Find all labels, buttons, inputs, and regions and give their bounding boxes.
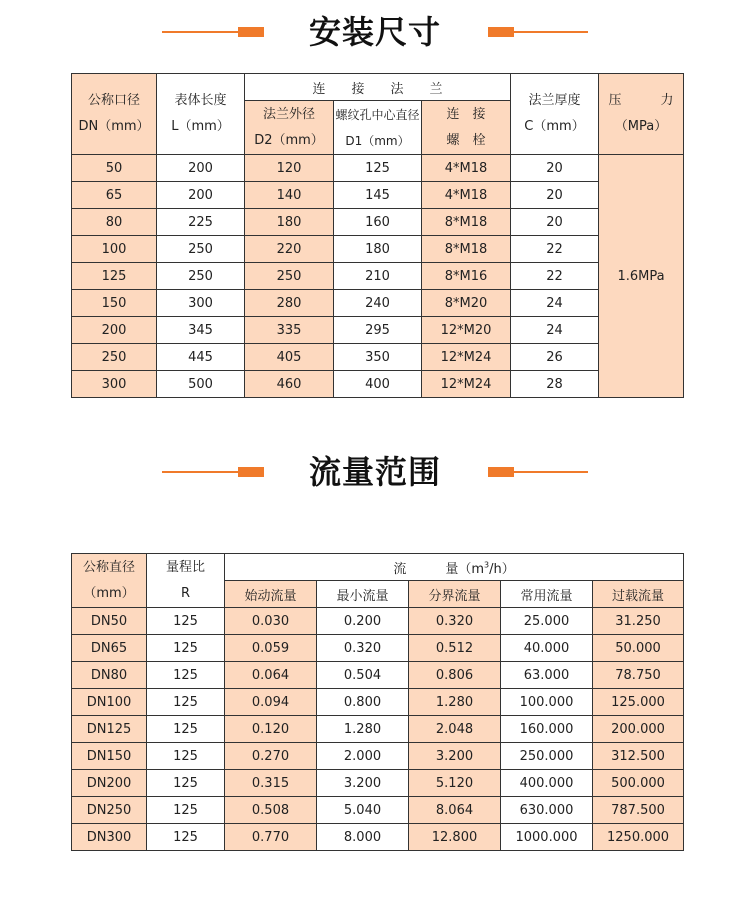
cell-thread-center-dia: 180 [334, 236, 422, 263]
flow-section-header [0, 452, 750, 492]
header-start-flow: 始动流量 [225, 581, 317, 608]
cell-body-length: 200 [157, 182, 245, 209]
cell-flange-thickness: 24 [511, 317, 599, 344]
cell-dn: DN100 [72, 689, 147, 716]
cell-overload-flow: 125.000 [593, 689, 684, 716]
cell-body-length: 300 [157, 290, 245, 317]
cell-min-flow: 0.200 [317, 608, 409, 635]
cell-overload-flow: 500.000 [593, 770, 684, 797]
table-row [72, 371, 684, 398]
title-right-block [488, 467, 514, 477]
cell-dn: 100 [72, 236, 157, 263]
install-table [71, 73, 684, 398]
cell-dn: DN200 [72, 770, 147, 797]
title-right-line [512, 31, 588, 33]
cell-flange-thickness: 22 [511, 263, 599, 290]
cell-body-length: 345 [157, 317, 245, 344]
cell-flange-od: 460 [245, 371, 334, 398]
cell-dn: DN50 [72, 608, 147, 635]
cell-thread-center-dia: 400 [334, 371, 422, 398]
cell-common-flow: 630.000 [501, 797, 593, 824]
title-right-line [512, 471, 588, 473]
table-row [72, 635, 684, 662]
cell-thread-center-dia: 295 [334, 317, 422, 344]
cell-dn: 250 [72, 344, 157, 371]
header-pressure: 压 力 （MPa） [599, 74, 684, 155]
table-row [72, 344, 684, 371]
cell-dn: 50 [72, 155, 157, 182]
header-flange-od: 法兰外径 D2（mm） [245, 101, 334, 155]
table-row [72, 797, 684, 824]
cell-range-ratio: 125 [147, 743, 225, 770]
cell-thread-center-dia: 160 [334, 209, 422, 236]
cell-boundary-flow: 0.512 [409, 635, 501, 662]
header-bolt: 连 接 螺 栓 [422, 101, 511, 155]
cell-min-flow: 0.320 [317, 635, 409, 662]
table-row [72, 155, 684, 182]
header-flow: 流 量$(m^3/h)$ [225, 554, 684, 581]
table-row [72, 770, 684, 797]
cell-overload-flow: 787.500 [593, 797, 684, 824]
cell-dn: 200 [72, 317, 157, 344]
table-row [72, 743, 684, 770]
cell-dn: 150 [72, 290, 157, 317]
cell-body-length: 225 [157, 209, 245, 236]
cell-dn: DN65 [72, 635, 147, 662]
cell-min-flow: 3.200 [317, 770, 409, 797]
cell-range-ratio: 125 [147, 635, 225, 662]
cell-bolt: 8*M18 [422, 209, 511, 236]
cell-boundary-flow: 2.048 [409, 716, 501, 743]
cell-bolt: 12*M24 [422, 344, 511, 371]
table-row [72, 608, 684, 635]
cell-min-flow: 1.280 [317, 716, 409, 743]
table-row [72, 182, 684, 209]
header-thread-center-dia: 螺纹孔中心直径 D1（mm） [334, 101, 422, 155]
cell-min-flow: 0.800 [317, 689, 409, 716]
header-range-ratio: 量程比 R [147, 554, 225, 608]
table-row [72, 662, 684, 689]
cell-pressure: 1.6MPa [599, 155, 684, 398]
table-row [72, 236, 684, 263]
cell-flange-od: 120 [245, 155, 334, 182]
cell-min-flow: 2.000 [317, 743, 409, 770]
cell-common-flow: 25.000 [501, 608, 593, 635]
cell-dn: DN150 [72, 743, 147, 770]
cell-flange-od: 250 [245, 263, 334, 290]
cell-min-flow: 5.040 [317, 797, 409, 824]
header-dn: 公称口径 DN（mm） [72, 74, 157, 155]
cell-common-flow: 250.000 [501, 743, 593, 770]
cell-range-ratio: 125 [147, 689, 225, 716]
cell-flange-od: 180 [245, 209, 334, 236]
install-title: 安装尺寸 [308, 13, 441, 51]
cell-boundary-flow: 12.800 [409, 824, 501, 851]
cell-overload-flow: 31.250 [593, 608, 684, 635]
header-boundary-flow: 分界流量 [409, 581, 501, 608]
header-connect-flange: 连 接 法 兰 [245, 74, 511, 101]
cell-range-ratio: 125 [147, 608, 225, 635]
cell-bolt: 12*M24 [422, 371, 511, 398]
title-right-block [488, 27, 514, 37]
header-body-length: 表体长度 L（mm） [157, 74, 245, 155]
cell-bolt: 8*M16 [422, 263, 511, 290]
header-common-flow: 常用流量 [501, 581, 593, 608]
cell-bolt: 8*M18 [422, 236, 511, 263]
cell-start-flow: 0.315 [225, 770, 317, 797]
cell-body-length: 250 [157, 236, 245, 263]
cell-flange-od: 335 [245, 317, 334, 344]
cell-body-length: 250 [157, 263, 245, 290]
cell-common-flow: 400.000 [501, 770, 593, 797]
table-row [72, 689, 684, 716]
table-row [72, 824, 684, 851]
cell-flange-od: 220 [245, 236, 334, 263]
cell-thread-center-dia: 145 [334, 182, 422, 209]
cell-flange-thickness: 28 [511, 371, 599, 398]
cell-bolt: 8*M20 [422, 290, 511, 317]
cell-start-flow: 0.120 [225, 716, 317, 743]
cell-flange-thickness: 22 [511, 236, 599, 263]
cell-min-flow: 8.000 [317, 824, 409, 851]
cell-common-flow: 100.000 [501, 689, 593, 716]
cell-flange-thickness: 20 [511, 209, 599, 236]
cell-start-flow: 0.030 [225, 608, 317, 635]
cell-min-flow: 0.504 [317, 662, 409, 689]
cell-start-flow: 0.270 [225, 743, 317, 770]
cell-boundary-flow: 0.320 [409, 608, 501, 635]
header-min-flow: 最小流量 [317, 581, 409, 608]
cell-common-flow: 40.000 [501, 635, 593, 662]
cell-flange-od: 405 [245, 344, 334, 371]
cell-dn: DN300 [72, 824, 147, 851]
cell-thread-center-dia: 240 [334, 290, 422, 317]
cell-start-flow: 0.094 [225, 689, 317, 716]
table-row [72, 290, 684, 317]
cell-overload-flow: 312.500 [593, 743, 684, 770]
table-row [72, 263, 684, 290]
cell-dn: 300 [72, 371, 157, 398]
cell-thread-center-dia: 350 [334, 344, 422, 371]
cell-flange-thickness: 26 [511, 344, 599, 371]
cell-flange-thickness: 24 [511, 290, 599, 317]
cell-boundary-flow: 3.200 [409, 743, 501, 770]
cell-boundary-flow: 8.064 [409, 797, 501, 824]
cell-dn: DN80 [72, 662, 147, 689]
table-row [72, 716, 684, 743]
table-row [72, 209, 684, 236]
cell-overload-flow: 78.750 [593, 662, 684, 689]
header-flange-thickness: 法兰厚度 C（mm） [511, 74, 599, 155]
flow-table [71, 553, 684, 851]
cell-body-length: 500 [157, 371, 245, 398]
cell-overload-flow: 200.000 [593, 716, 684, 743]
cell-flange-thickness: 20 [511, 155, 599, 182]
cell-dn: DN250 [72, 797, 147, 824]
cell-range-ratio: 125 [147, 770, 225, 797]
cell-thread-center-dia: 210 [334, 263, 422, 290]
cell-start-flow: 0.064 [225, 662, 317, 689]
cell-common-flow: 63.000 [501, 662, 593, 689]
cell-boundary-flow: 0.806 [409, 662, 501, 689]
cell-boundary-flow: 1.280 [409, 689, 501, 716]
cell-body-length: 200 [157, 155, 245, 182]
cell-bolt: 4*M18 [422, 182, 511, 209]
cell-flange-od: 280 [245, 290, 334, 317]
cell-common-flow: 160.000 [501, 716, 593, 743]
cell-flange-od: 140 [245, 182, 334, 209]
header-nominal-dia: 公称直径 （mm） [72, 554, 147, 608]
cell-thread-center-dia: 125 [334, 155, 422, 182]
cell-overload-flow: 1250.000 [593, 824, 684, 851]
cell-common-flow: 1000.000 [501, 824, 593, 851]
cell-range-ratio: 125 [147, 716, 225, 743]
header-overload-flow: 过载流量 [593, 581, 684, 608]
cell-overload-flow: 50.000 [593, 635, 684, 662]
cell-bolt: 12*M20 [422, 317, 511, 344]
cell-dn: 125 [72, 263, 157, 290]
cell-bolt: 4*M18 [422, 155, 511, 182]
install-section-header [0, 12, 750, 52]
cell-start-flow: 0.508 [225, 797, 317, 824]
cell-body-length: 445 [157, 344, 245, 371]
cell-flange-thickness: 20 [511, 182, 599, 209]
cell-range-ratio: 125 [147, 824, 225, 851]
cell-range-ratio: 125 [147, 662, 225, 689]
flow-title: 流量范围 [308, 453, 441, 491]
cell-range-ratio: 125 [147, 797, 225, 824]
cell-dn: DN125 [72, 716, 147, 743]
table-row [72, 317, 684, 344]
cell-start-flow: 0.059 [225, 635, 317, 662]
cell-dn: 65 [72, 182, 157, 209]
cell-boundary-flow: 5.120 [409, 770, 501, 797]
cell-start-flow: 0.770 [225, 824, 317, 851]
cell-dn: 80 [72, 209, 157, 236]
